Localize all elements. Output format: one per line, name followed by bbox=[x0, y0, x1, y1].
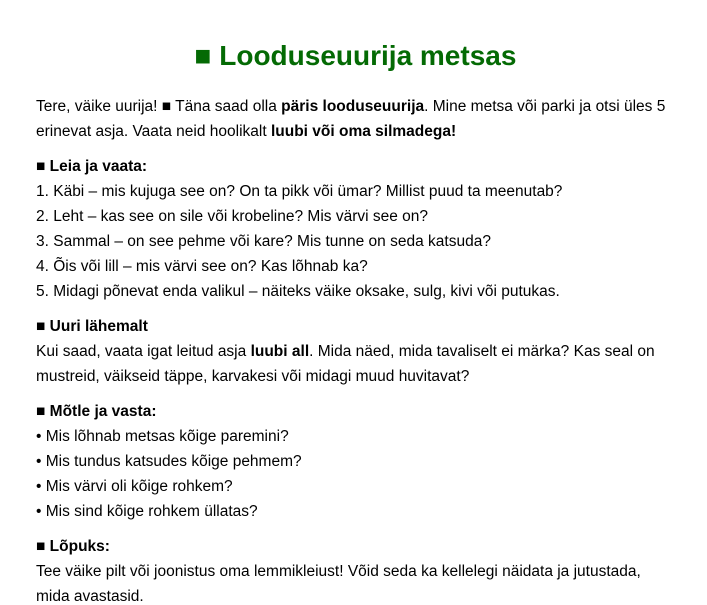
section-heading-lopuks: ■ Lõpuks: bbox=[36, 538, 110, 555]
section-heading-motle-ja-vasta: ■ Mõtle ja vasta: bbox=[36, 403, 157, 420]
lopuks-paragraph: Tee väike pilt või joonistus oma lemmikleiust! Võid seda ka kellelegi näidata ja jutustada, mida avastasid. bbox=[36, 563, 641, 605]
document-content bbox=[36, 94, 676, 605]
intro-paragraph bbox=[36, 94, 676, 144]
intro-run-2: . Mine metsa või parki ja otsi üles 5 erinevat asja. Vaata neid hoolikalt bbox=[36, 98, 666, 140]
uuri-bold-1: luubi all bbox=[250, 343, 310, 360]
numbered-item-4: 4. Õis või lill – mis värvi see on? Kas lõhnab ka? bbox=[36, 258, 368, 275]
bullet-item-4: • Mis sind kõige rohkem üllatas? bbox=[36, 503, 258, 520]
uuri-run-2: . Mida näed, mida tavaliselt ei märka? Kas seal on mustreid, väikseid täppe, karvakesi või midagi muud huvitavat? bbox=[36, 343, 655, 385]
numbered-item-3: 3. Sammal – on see pehme või kare? Mis tunne on seda katsuda? bbox=[36, 233, 491, 250]
bullet-item-3: • Mis värvi oli kõige rohkem? bbox=[36, 478, 233, 495]
page-title: ■ Looduseuurija metsas bbox=[194, 40, 517, 71]
numbered-item-2: 2. Leht – kas see on sile või krobeline? Mis värvi see on? bbox=[36, 208, 429, 225]
section-motle-ja-vasta bbox=[36, 399, 676, 524]
intro-bold-2: luubi või oma silmadega! bbox=[270, 123, 457, 140]
bullet-item-1: • Mis lõhnab metsas kõige paremini? bbox=[36, 428, 289, 445]
section-lopuks bbox=[36, 534, 676, 605]
section-heading-uuri-lahemalt: ■ Uuri lähemalt bbox=[36, 318, 148, 335]
numbered-item-1: 1. Käbi – mis kujuga see on? On ta pikk või ümar? Millist puud ta meenutab? bbox=[36, 183, 563, 200]
intro-run-1: Tere, väike uurija! ■ Täna saad olla bbox=[36, 98, 282, 115]
uuri-paragraph bbox=[36, 339, 676, 389]
bullet-item-2: • Mis tundus katsudes kõige pehmem? bbox=[36, 453, 302, 470]
uuri-run-1: Kui saad, vaata igat leitud asja bbox=[36, 343, 251, 360]
numbered-item-5: 5. Midagi põnevat enda valikul – näiteks väike oksake, sulg, kivi või putukas. bbox=[36, 283, 560, 300]
intro-bold-1: päris looduseuurija bbox=[281, 98, 425, 115]
section-leia-ja-vaata bbox=[36, 154, 676, 304]
section-heading-leia-ja-vaata: ■ Leia ja vaata: bbox=[36, 158, 148, 175]
section-uuri-lahemalt bbox=[36, 314, 676, 389]
